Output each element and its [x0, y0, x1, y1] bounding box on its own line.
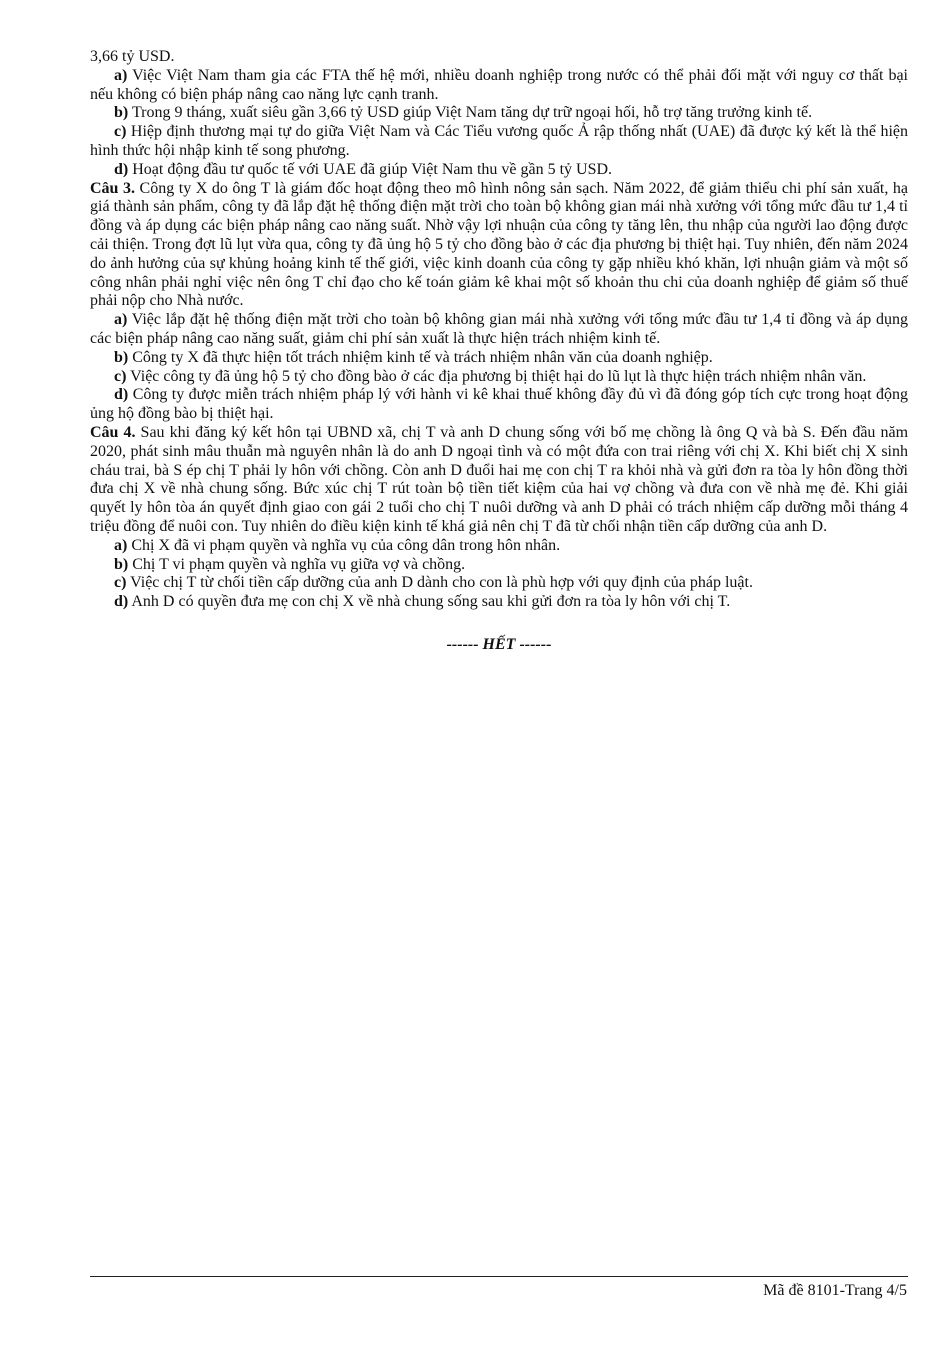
intro-line [90, 48, 908, 67]
q4-option-c [90, 574, 908, 593]
question-text: Sau khi đăng ký kết hôn tại UBND xã, chị T và anh D chung sống với bố mẹ chồng là ông Q và bà S. Đến đầu năm 2020, phát sinh mâu thuẫn mà nguyên nhân là do anh D ngoại tình và có một đứa con trai riêng với chị X. Khi biết chị X sinh cháu trai, bà S ép chị T phải ly hôn với chồng. Còn anh D đuổi hai mẹ con chị T ra khỏi nhà và gửi đơn ra tòa ly hôn đồng thời đưa chị X về nhà chung sống. Bức xúc chị T rút toàn bộ tiền tiết kiệm của hai vợ chồng và đưa con về nhà mẹ đẻ. Khi giải quyết ly hôn tòa án quyết định giao con gái 2 tuổi cho chị T nuôi dưỡng và anh D phải có trách nhiệm cấp dưỡng mỗi tháng 4 triệu đồng để nuôi con. Tuy nhiên do điều kiện kinh tế khá giả nên chị T đã từ chối nhận tiền cấp dưỡng của anh D. [90, 423, 909, 535]
option-label: d) [114, 160, 129, 178]
option-label: a) [114, 536, 128, 554]
option-text: Hiệp định thương mại tự do giữa Việt Nam và Các Tiểu vương quốc Ả rập thống nhất (UAE) đã được ký kết là thể hiện hình thức hội nhập kinh tế song phương. [90, 123, 908, 159]
option-label: b) [114, 104, 129, 122]
question-label: Câu 3. [90, 179, 135, 197]
page-footer: Mã đề 8101-Trang 4/5 [763, 1282, 907, 1299]
option-text: Công ty được miễn trách nhiệm pháp lý với hành vi kê khai thuế không đầy đủ vì đã đóng góp tích cực trong hoạt động ủng hộ đồng bào bị thiệt hại. [90, 386, 909, 423]
end-mark: ------ HẾT ------ [446, 635, 552, 653]
q3-option-b [90, 349, 908, 368]
option-label: b) [114, 555, 129, 573]
option-text: Chị X đã vi phạm quyền và nghĩa vụ của công dân trong hôn nhân. [131, 536, 561, 554]
q2-option-a [90, 67, 908, 105]
option-label: b) [114, 348, 129, 366]
option-text: Anh D có quyền đưa mẹ con chị X về nhà chung sống sau khi gửi đơn ra tòa ly hôn với chị T. [131, 593, 731, 611]
option-label: a) [114, 311, 128, 329]
option-text: Việc lắp đặt hệ thống điện mặt trời cho toàn bộ không gian mái nhà xưởng với tổng mức đầu tư 1,4 tỉ đồng và áp dụng các biện pháp nâng cao năng suất, giảm chi phí sản xuất là thực hiện trách nhiệm kinh tế. [90, 311, 908, 347]
option-label: d) [114, 593, 129, 611]
option-label: c) [114, 574, 127, 592]
question-3 [90, 180, 908, 312]
question-text: Công ty X do ông T là giám đốc hoạt động theo mô hình nông sản sạch. Năm 2022, để giảm thiểu chi phí sản xuất, hạ giá thành sản phẩm, công ty đã lắp đặt hệ thống điện mặt trời cho toàn bộ không gian mái nhà xưởng với tổng mức đầu tư 1,4 tỉ đồng và áp dụng các biện pháp nâng cao năng suất. Nhờ vậy lợi nhuận của công ty tăng lên, thu nhập của người lao động được cải thiện. Trong đợt lũ lụt vừa qua, công ty đã ủng hộ 5 tỷ cho đồng bào ở các địa phương bị thiệt hại. Tuy nhiên, đến năm 2024 do ảnh hưởng của sự khủng hoảng kinh tế thế giới, việc kinh doanh của công ty gặp nhiều khó khăn, lợi nhuận giảm và một số công nhân phải nghỉ việc nên ông T chỉ đạo cho kế toán giảm kê khai một số khoản thu chi của doanh nghiệp để giảm số thuế phải nộp cho Nhà nước. [90, 179, 909, 310]
q4-option-b [90, 556, 908, 575]
q3-option-a [90, 311, 908, 349]
option-text: Việc Việt Nam tham gia các FTA thế hệ mới, nhiều doanh nghiệp trong nước có thể phải đối mặt với nguy cơ thất bại nếu không có biện pháp nâng cao năng lực cạnh tranh. [90, 66, 908, 103]
q3-option-c [90, 368, 908, 387]
question-label: Câu 4. [90, 423, 136, 441]
option-label: d) [114, 386, 129, 404]
option-text: Trong 9 tháng, xuất siêu gần 3,66 tỷ USD giúp Việt Nam tăng dự trữ ngoại hối, hỗ trợ tăng trưởng kinh tế. [131, 104, 813, 122]
document-body [90, 48, 908, 655]
option-text: Công ty X đã thực hiện tốt trách nhiệm kinh tế và trách nhiệm nhân văn của doanh nghiệp. [132, 348, 713, 366]
footer-divider [90, 1276, 908, 1277]
option-text: Việc chị T từ chối tiền cấp dưỡng của anh D dành cho con là phù hợp với quy định của pháp luật. [130, 574, 753, 592]
option-label: c) [114, 367, 127, 385]
option-label: a) [114, 66, 128, 84]
option-text: Hoạt động đầu tư quốc tế với UAE đã giúp Việt Nam thu về gần 5 tỷ USD. [132, 160, 613, 178]
option-text: Chị T vi phạm quyền và nghĩa vụ giữa vợ và chồng. [132, 555, 466, 573]
intro-text: 3,66 tỷ USD. [90, 48, 175, 65]
option-label: c) [114, 123, 127, 141]
option-text: Việc công ty đã ủng hộ 5 tỷ cho đồng bào ở các địa phương bị thiệt hại do lũ lụt là thực hiện trách nhiệm nhân văn. [130, 367, 867, 385]
q2-option-c [90, 123, 908, 161]
q4-option-a [90, 537, 908, 556]
q3-option-d [90, 386, 908, 424]
question-4 [90, 424, 908, 537]
q2-option-d [90, 161, 908, 180]
q2-option-b [90, 104, 908, 123]
q4-option-d [90, 593, 908, 612]
